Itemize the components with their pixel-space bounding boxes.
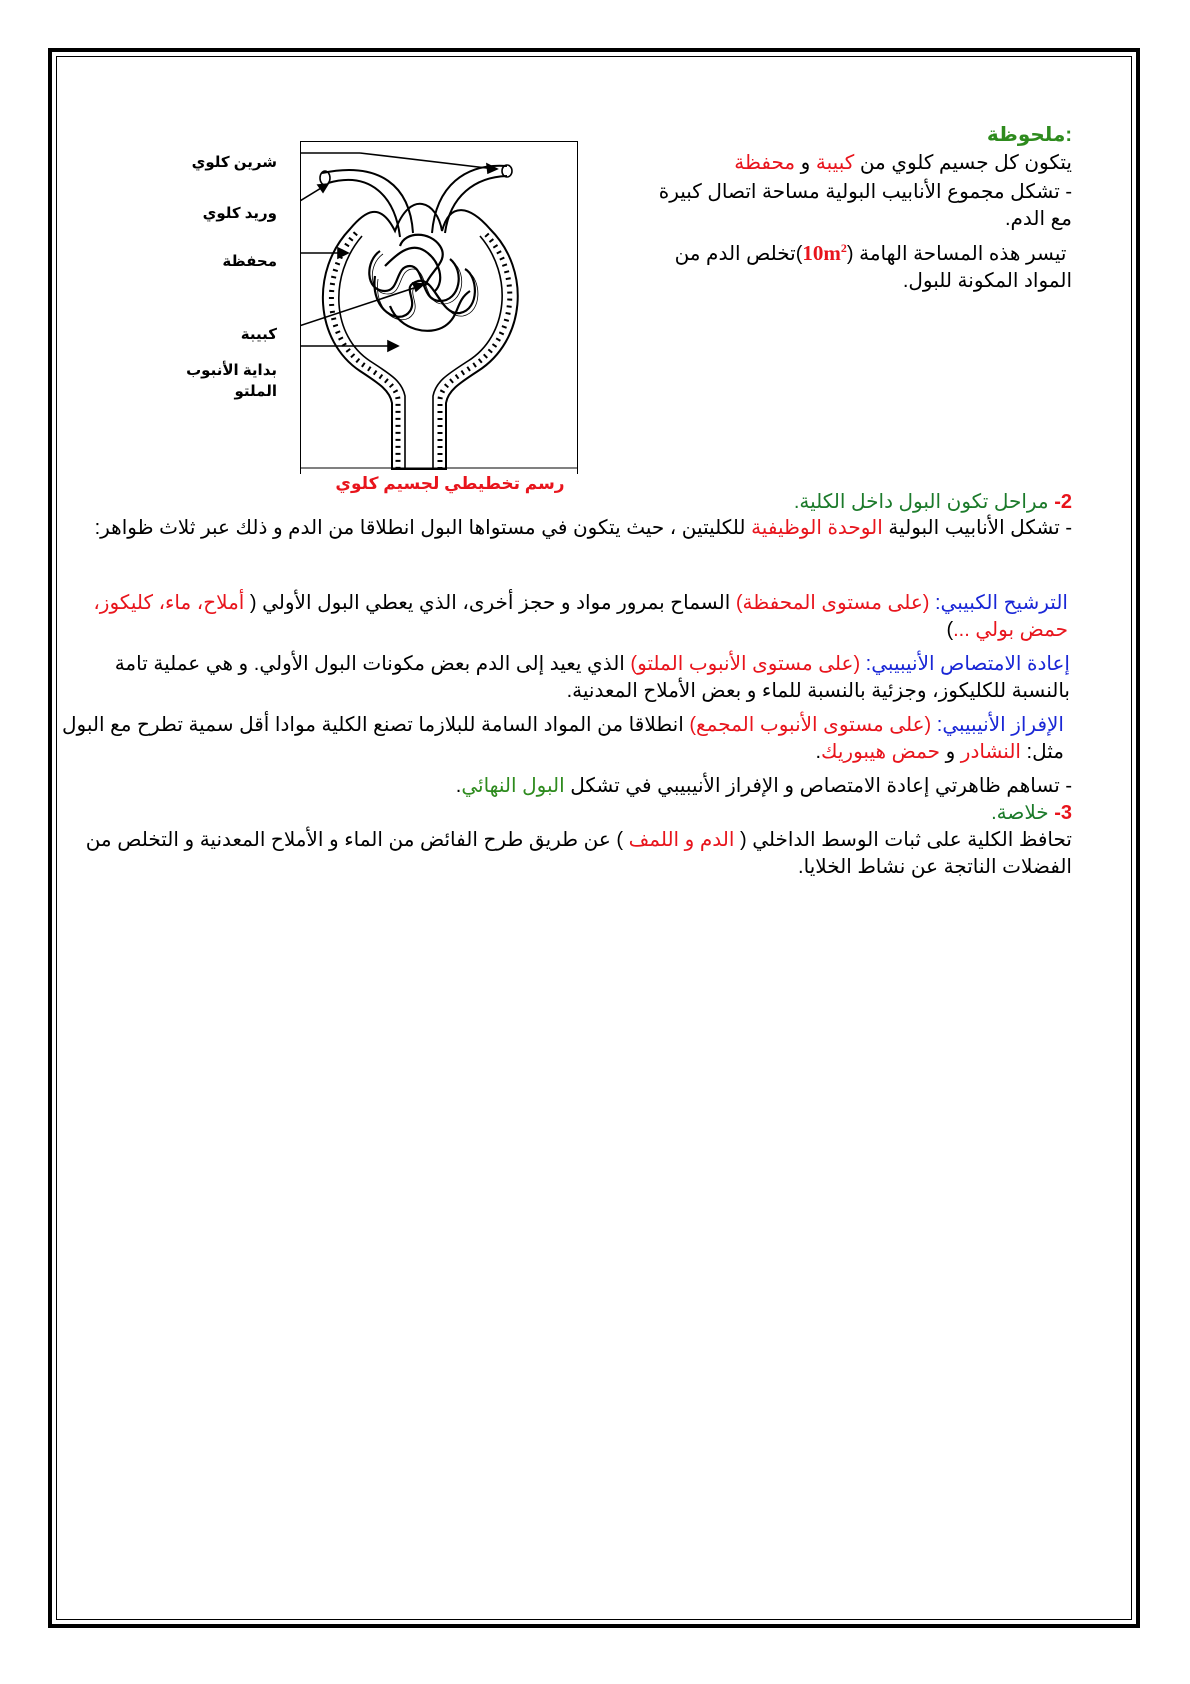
note-title: ملحوظة: [986, 124, 1072, 146]
secretion-paragraph: الإفراز الأنيبيبي: (على مستوى الأنبوب المجمع) انطلاقا من المواد السامة للبلازما تصنع الكلية موادا أقل سمية تطرح مع البول مثل: النشادر و حمض هيبوريك. [61, 714, 1064, 763]
section-2-heading: 2- مراحل تكون البول داخل الكلية. [793, 491, 1072, 513]
reabsorption-paragraph: إعادة الامتصاص الأنيبيبي: (على مستوى الأنبوب الملتو) الذي يعيد إلى الدم بعض مكونات البول الأولي. و هي عملية تامة بالنسبة للكليكوز، وجزئية بالنسبة للماء و بعض الأملاح المعدنية. [114, 653, 1070, 702]
note-line-1: يتكون كل جسيم كلوي من كبيبة و محفظة [734, 152, 1072, 174]
label-renal-vein: وريد كلوي [202, 205, 277, 222]
section-2-intro: - تشكل الأنابيب البولية الوحدة الوظيفية للكليتين ، حيث يتكون في مستواها البول انطلاقا من الدم و ذلك عبر ثلاث ظواهر: [94, 517, 1072, 539]
note-body [652, 150, 1072, 295]
section-3-heading: 3- خلاصة. [991, 802, 1072, 824]
label-tubule-start: بداية الأنبوب الملتو [186, 362, 277, 400]
note-line-3: تيسر هذه المساحة الهامة $(10m^2)تخلص$ الدم من المواد المكونة للبول. [674, 241, 1072, 292]
section-3-text: تحافظ الكلية على ثبات الوسط الداخلي ( الدم و اللمف ) عن طريق طرح الفائض من الماء و الأملاح المعدنية و التخلص من الفضلات الناتجة عن نشاط الخلايا. [85, 829, 1072, 878]
filtration-paragraph: الترشيح الكبيبي: (على مستوى المحفظة) السماح بمرور مواد و حجز أخرى، الذي يعطي البول الأولي ( أملاح، ماء، كليكوز، حمض بولي ...) [93, 592, 1068, 641]
renal-corpuscle-diagram [300, 141, 578, 474]
label-capsule: محفظة [222, 253, 277, 270]
note-line-2: - تشكل مجموع الأنابيب البولية مساحة اتصال كبيرة مع الدم. [658, 181, 1072, 230]
label-renal-artery: شرين كلوي [191, 154, 277, 171]
final-urine-line: - تساهم ظاهرتي إعادة الامتصاص و الإفراز الأنيبيبي في تشكل البول النهائي. [455, 775, 1072, 797]
label-glomerulus: كبيبة [240, 326, 277, 343]
diagram-caption: رسم تخطيطي لجسيم كلوي [335, 474, 565, 493]
